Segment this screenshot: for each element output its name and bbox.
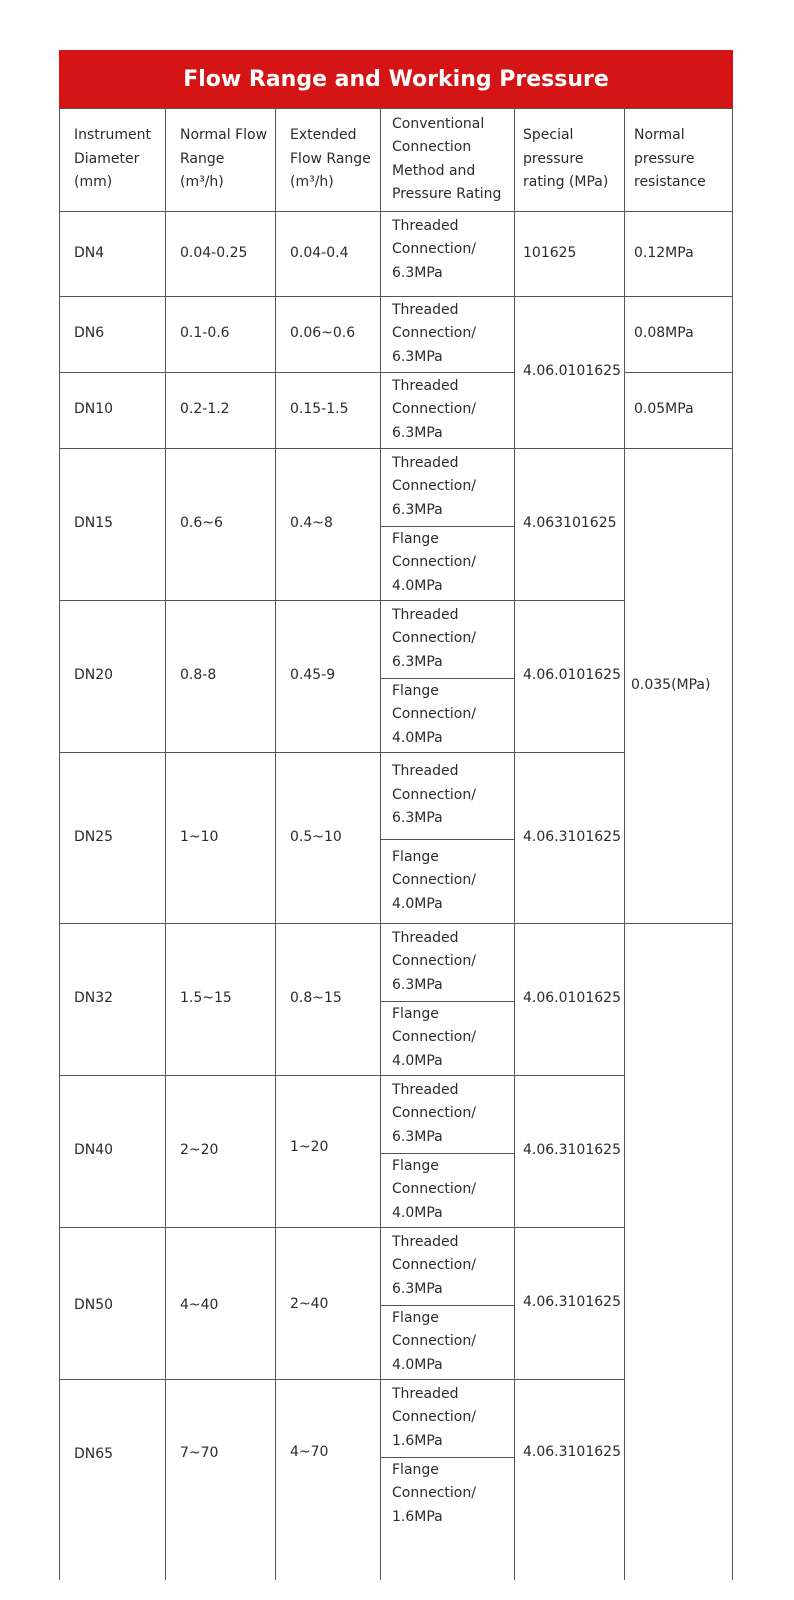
table-border-left: [59, 108, 60, 1580]
cell-connection: Flange Connection/ 1.6MPa: [392, 1461, 476, 1525]
row-divider: [59, 448, 733, 449]
row-divider: [624, 372, 733, 373]
cell-special-pressure: 4.06.3101625: [523, 828, 621, 845]
cell-connection: Flange Connection/ 4.0MPa: [392, 1309, 476, 1373]
header-special-pressure: Special pressure rating (MPa): [523, 127, 609, 191]
cell-diameter: DN32: [74, 990, 114, 1007]
cell-connection: Threaded Connection/ 6.3MPa: [392, 454, 476, 518]
sub-row-divider: [380, 1305, 514, 1306]
cell-extended-flow: 0.5~10: [290, 828, 342, 845]
cell-normal-pressure: 0.05MPa: [634, 401, 694, 418]
cell-special-pressure: 4.06.0101625: [523, 363, 621, 380]
cell-special-pressure: 101625: [523, 244, 577, 261]
header-diameter: Instrument Diameter (mm): [74, 127, 152, 191]
cell-diameter: DN4: [74, 244, 105, 261]
cell-extended-flow: 0.15-1.5: [290, 401, 349, 418]
cell-diameter: DN25: [74, 828, 114, 845]
header-normal-flow: Normal Flow Range (m³/h): [180, 127, 268, 191]
row-divider: [59, 211, 733, 212]
row-divider: [59, 752, 624, 753]
cell-extended-flow: 0.04-0.4: [290, 244, 349, 261]
cell-connection: Threaded Connection/ 6.3MPa: [392, 301, 476, 365]
header-extended-flow: Extended Flow Range (m³/h): [290, 127, 371, 191]
cell-special-pressure: 4.06.0101625: [523, 667, 621, 684]
cell-connection: Threaded Connection/ 6.3MPa: [392, 377, 476, 441]
cell-connection: Threaded Connection/ 6.3MPa: [392, 217, 476, 281]
cell-normal-pressure: 0.12MPa: [634, 244, 694, 261]
header-connection: Conventional Connection Method and Pressure Rating: [392, 115, 502, 202]
cell-special-pressure: 4.06.3101625: [523, 1142, 621, 1159]
column-divider: [380, 108, 381, 1580]
cell-extended-flow: 4~70: [290, 1444, 329, 1461]
cell-connection: Threaded Connection/ 6.3MPa: [392, 763, 476, 827]
cell-connection: Flange Connection/ 4.0MPa: [392, 1157, 476, 1221]
sub-row-divider: [380, 1457, 514, 1458]
cell-connection: Threaded Connection/ 6.3MPa: [392, 929, 476, 993]
column-divider: [165, 108, 166, 1580]
cell-normal-flow: 4~40: [180, 1297, 219, 1314]
cell-extended-flow: 0.45-9: [290, 667, 336, 684]
cell-normal-pressure: 0.035(MPa): [631, 676, 711, 693]
cell-connection: Flange Connection/ 4.0MPa: [392, 682, 476, 746]
flow-pressure-table: [59, 108, 733, 1580]
cell-special-pressure: 4.06.3101625: [523, 1294, 621, 1311]
cell-normal-flow: 0.04-0.25: [180, 244, 248, 261]
column-divider: [624, 108, 625, 1580]
cell-normal-flow: 1.5~15: [180, 990, 232, 1007]
row-divider: [59, 1075, 624, 1076]
cell-normal-flow: 0.1-0.6: [180, 325, 230, 342]
row-divider: [59, 372, 514, 373]
cell-connection: Threaded Connection/ 1.6MPa: [392, 1385, 476, 1449]
cell-normal-flow: 2~20: [180, 1142, 219, 1159]
cell-special-pressure: 4.06.3101625: [523, 1444, 621, 1461]
cell-normal-pressure: 0.08MPa: [634, 325, 694, 342]
cell-extended-flow: 1~20: [290, 1139, 329, 1156]
sub-row-divider: [380, 1153, 514, 1154]
cell-connection: Threaded Connection/ 6.3MPa: [392, 1081, 476, 1145]
cell-connection: Flange Connection/ 4.0MPa: [392, 848, 476, 912]
cell-diameter: DN40: [74, 1142, 114, 1159]
sub-row-divider: [380, 678, 514, 679]
cell-diameter: DN65: [74, 1446, 114, 1463]
row-divider: [59, 1227, 624, 1228]
cell-special-pressure: 4.06.0101625: [523, 990, 621, 1007]
cell-extended-flow: 0.4~8: [290, 515, 333, 532]
table-border-right: [732, 108, 733, 1580]
cell-special-pressure: 4.063101625: [523, 515, 617, 532]
cell-diameter: DN20: [74, 667, 114, 684]
cell-diameter: DN6: [74, 325, 105, 342]
row-divider: [59, 1379, 624, 1380]
cell-extended-flow: 2~40: [290, 1296, 329, 1313]
cell-normal-flow: 0.6~6: [180, 515, 223, 532]
cell-connection: Threaded Connection/ 6.3MPa: [392, 1233, 476, 1297]
sub-row-divider: [380, 839, 514, 840]
header-normal-pressure: Normal pressure resistance: [634, 127, 706, 191]
cell-diameter: DN50: [74, 1297, 114, 1314]
row-divider: [59, 923, 733, 924]
cell-extended-flow: 0.8~15: [290, 990, 342, 1007]
cell-normal-flow: 0.2-1.2: [180, 401, 230, 418]
cell-connection: Flange Connection/ 4.0MPa: [392, 1005, 476, 1069]
column-divider: [275, 108, 276, 1580]
sub-row-divider: [380, 526, 514, 527]
row-divider: [59, 600, 624, 601]
column-divider: [514, 108, 515, 1580]
cell-diameter: DN10: [74, 401, 114, 418]
row-divider: [59, 296, 733, 297]
cell-connection: Threaded Connection/ 6.3MPa: [392, 606, 476, 670]
cell-extended-flow: 0.06~0.6: [290, 325, 356, 342]
cell-diameter: DN15: [74, 515, 114, 532]
sub-row-divider: [380, 1001, 514, 1002]
table-border-top: [59, 108, 733, 109]
cell-connection: Flange Connection/ 4.0MPa: [392, 530, 476, 594]
table-title: Flow Range and Working Pressure: [59, 50, 733, 108]
cell-normal-flow: 0.8-8: [180, 667, 217, 684]
cell-normal-flow: 7~70: [180, 1445, 219, 1462]
cell-normal-flow: 1~10: [180, 828, 219, 845]
